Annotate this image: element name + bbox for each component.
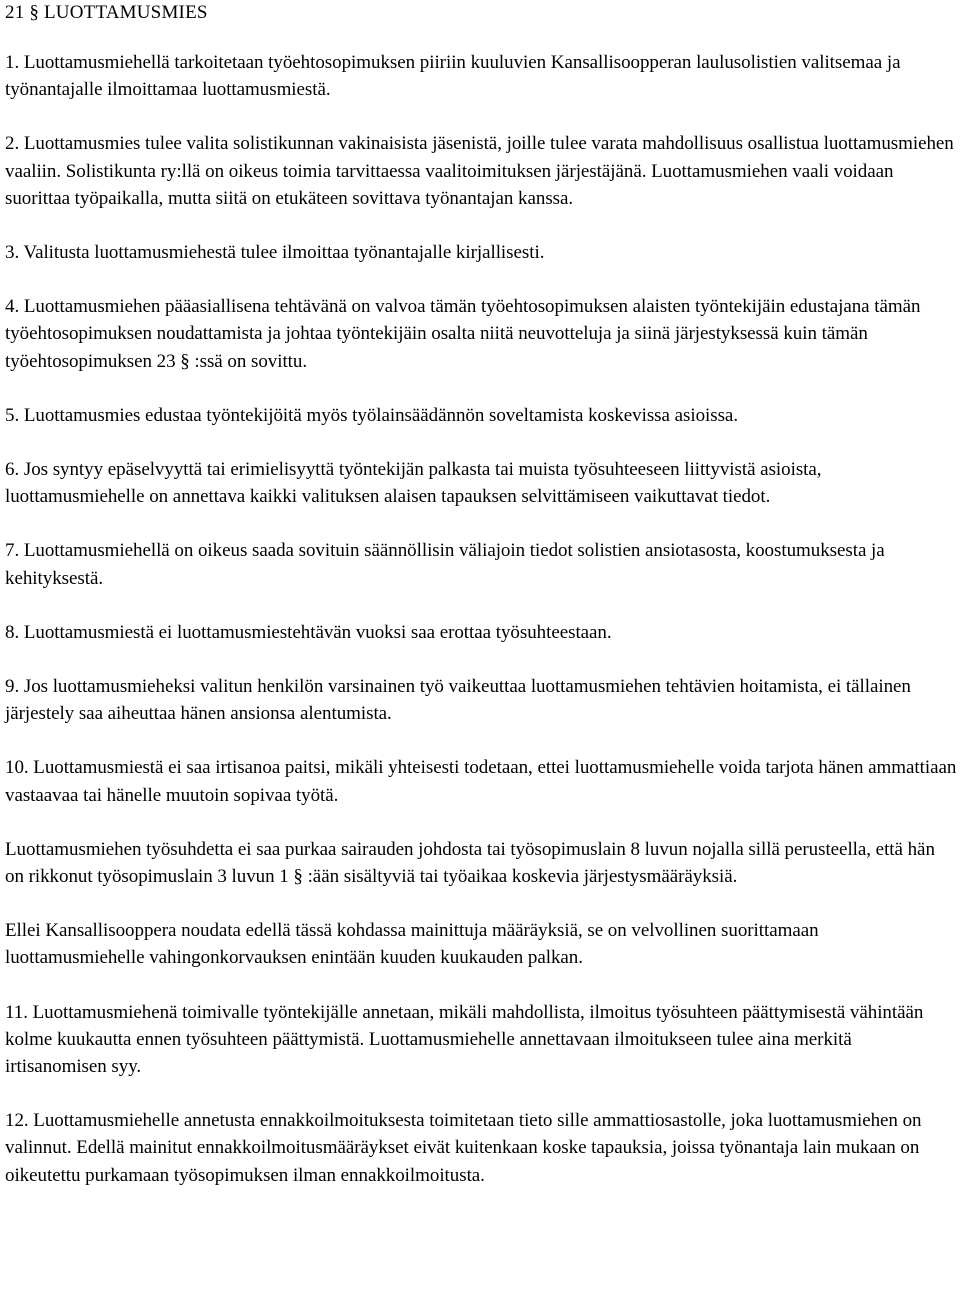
paragraph-10-continued-1: Luottamusmiehen työsuhdetta ei saa purkaa sairauden johdosta tai työsopimuslain 8 luvun nojalla sillä perusteella, että hän on rikkonut työsopimuslain 3 luvun 1 § :ään sisältyviä tai työaikaa koskevia järjestysmääräyksiä. xyxy=(5,838,935,888)
spacer xyxy=(5,809,957,836)
paragraph-1: 1. Luottamusmiehellä tarkoitetaan työehtosopimuksen piiriin kuuluvien Kansallisoopperan laulusolistien valitsemaa ja työnantajalle ilmoittamaa luottamusmiestä. xyxy=(5,52,901,101)
spacer xyxy=(5,429,957,456)
section-heading: 21 § LUOTTAMUSMIES xyxy=(5,2,208,23)
paragraph-4: 4. Luottamusmiehen pääasiallisena tehtävänä on valvoa tämän työehtosopimuksen alaisten työntekijäin edustajana tämän työehtosopimuksen noudattamista ja johtaa työntekijäin osalta niitä neuvotteluja ja siinä järjestyksessä kuin tämän työehtosopimuksen 23 § :ssä on sovittu. xyxy=(5,296,921,372)
paragraph-3: 3. Valitusta luottamusmiehestä tulee ilmoittaa työnantajalle kirjallisesti. xyxy=(5,242,545,264)
paragraph-10: 10. Luottamusmiestä ei saa irtisanoa paitsi, mikäli yhteisesti todetaan, ettei luottamusmiehelle voida tarjota hänen ammattiaan vastaavaa tai hänelle muutoin sopivaa työtä. xyxy=(5,757,957,806)
paragraph-6: 6. Jos syntyy epäselvyyttä tai erimielisyyttä työntekijän palkasta tai muista työsuhteeseen liittyvistä asioista, luottamusmiehelle on annettava kaikki valituksen alaisen tapauksen selvittämiseen vaikuttavat tiedot. xyxy=(5,459,822,508)
paragraph-8: 8. Luottamusmiestä ei luottamusmiestehtävän vuoksi saa erottaa työsuhteestaan. xyxy=(5,621,612,643)
paragraph-11: 11. Luottamusmiehenä toimivalle työntekijälle annetaan, mikäli mahdollista, ilmoitus työsuhteen päättymisestä vähintään kolme kuukautta ennen työsuhteen päättymistä. Luottamusmiehelle annettavaan ilmoitukseen tulee aina merkitä irtisanomisen syy. xyxy=(5,1001,924,1078)
paragraph-12: 12. Luottamusmiehelle annetusta ennakkoilmoituksesta toimitetaan tieto sille ammattiosastolle, joka luottamusmiehen on valinnut. Edellä mainitut ennakkoilmoitusmääräykset eivät kuitenkaan koske tapauksia, joissa työnantaja lain mukaan on oikeutettu purkamaan työsopimuksen ilman ennakkoilmoitusta. xyxy=(5,1110,922,1186)
spacer xyxy=(5,1080,957,1107)
paragraph-10-continued-2: Ellei Kansallisooppera noudata edellä tässä kohdassa mainittuja määräyksiä, se on velvollinen suorittamaan luottamusmiehelle vahingonkorvauksen enintään kuuden kuukauden palkan. xyxy=(5,920,819,969)
paragraph-2: 2. Luottamusmies tulee valita solistikunnan vakinaisista jäsenistä, joille tulee varata mahdollisuus osallistua luottamusmiehen vaaliin. Solistikunta ry:llä on oikeus toimia tarvittaessa vaalitoimituksen järjestäjänä. Luottamusmiehen vaali voidaan suorittaa työpaikalla, mutta siitä on etukäteen sovittava työnantajan kanssa. xyxy=(5,133,954,209)
spacer xyxy=(5,24,957,49)
paragraph-5: 5. Luottamusmies edustaa työntekijöitä myös työlainsäädännön soveltamista koskevissa asioissa. xyxy=(5,404,739,426)
spacer xyxy=(5,266,957,293)
spacer xyxy=(5,890,957,917)
spacer xyxy=(5,375,957,402)
document-page xyxy=(5,0,957,1189)
spacer xyxy=(5,103,957,130)
spacer xyxy=(5,972,957,999)
spacer xyxy=(5,646,957,673)
paragraph-7: 7. Luottamusmiehellä on oikeus saada sovituin säännöllisin väliajoin tiedot solistien ansiotasosta, koostumuksesta ja kehityksestä. xyxy=(5,540,885,589)
paragraph-9: 9. Jos luottamusmieheksi valitun henkilön varsinainen työ vaikeuttaa luottamusmiehen tehtävien hoitamista, ei tällainen järjestely saa aiheuttaa hänen ansionsa alentumista. xyxy=(5,676,911,725)
spacer xyxy=(5,727,957,754)
spacer xyxy=(5,592,957,619)
spacer xyxy=(5,510,957,537)
spacer xyxy=(5,212,957,239)
